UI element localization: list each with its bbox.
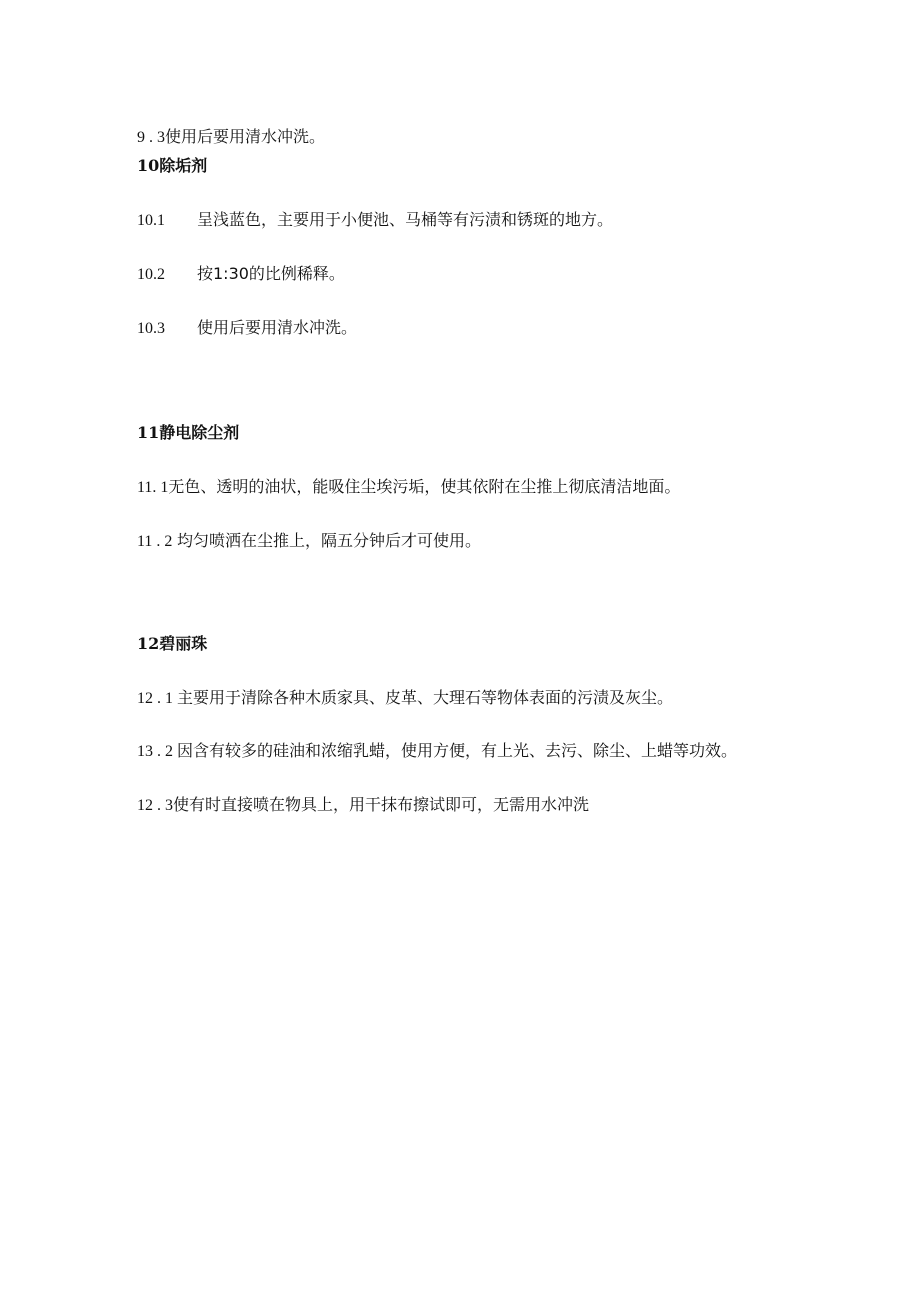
item-text: 均匀喷洒在尘推上，隔五分钟后才可使用。 [177,531,482,550]
item-10-3 [137,318,357,339]
item-text: 使有时直接喷在物具上，用干抹布擦试即可，无需用水冲洗 [173,795,590,814]
item-number: 10.1 [137,212,165,229]
item-10-1 [137,210,613,231]
item-text: 使用后要用清水冲洗。 [197,318,358,337]
item-text: 主要用于清除各种木质家具、皮革、大理石等物体表面的污渍及灰尘。 [177,688,674,707]
item-number: 12 . 1 [137,690,173,707]
item-text: 因含有较多的硅油和浓缩乳蜡，使用方便，有上光、去污、除尘、上蜡等功效。 [177,741,738,760]
item-text: 呈浅蓝色，主要用于小便池、马桶等有污渍和锈斑的地方。 [197,210,614,229]
item-text: 按1:30的比例稀释。 [197,264,345,283]
heading-number: 11 [137,423,160,442]
heading-number: 10 [137,156,160,175]
heading-number: 12 [137,634,160,653]
item-11-2 [137,531,481,552]
section-heading-12 [137,634,207,654]
item-number: 9 . 3 [137,129,165,146]
item-number: 10.3 [137,320,165,337]
heading-title: 除垢剂 [159,156,208,175]
section-heading-10 [137,156,207,176]
item-13-2 [137,741,737,762]
heading-title: 碧丽珠 [159,634,208,653]
item-11-1 [137,477,680,498]
item-text: 使用后要用清水冲洗。 [165,127,326,146]
item-number: 12 . 3 [137,797,173,814]
item-number: 13 . 2 [137,743,173,760]
item-12-1 [137,688,673,709]
item-number: 11 . 2 [137,533,173,550]
item-text: 无色、透明的油状，能吸住尘埃污垢，使其依附在尘推上彻底清洁地面。 [168,477,681,496]
section-heading-11 [137,423,239,443]
item-10-2 [137,264,345,285]
heading-title: 静电除尘剂 [159,423,240,442]
item-number: 10.2 [137,266,165,283]
item-number: 11. 1 [137,479,169,496]
item-12-3 [137,795,589,816]
item-9-3 [137,127,325,148]
